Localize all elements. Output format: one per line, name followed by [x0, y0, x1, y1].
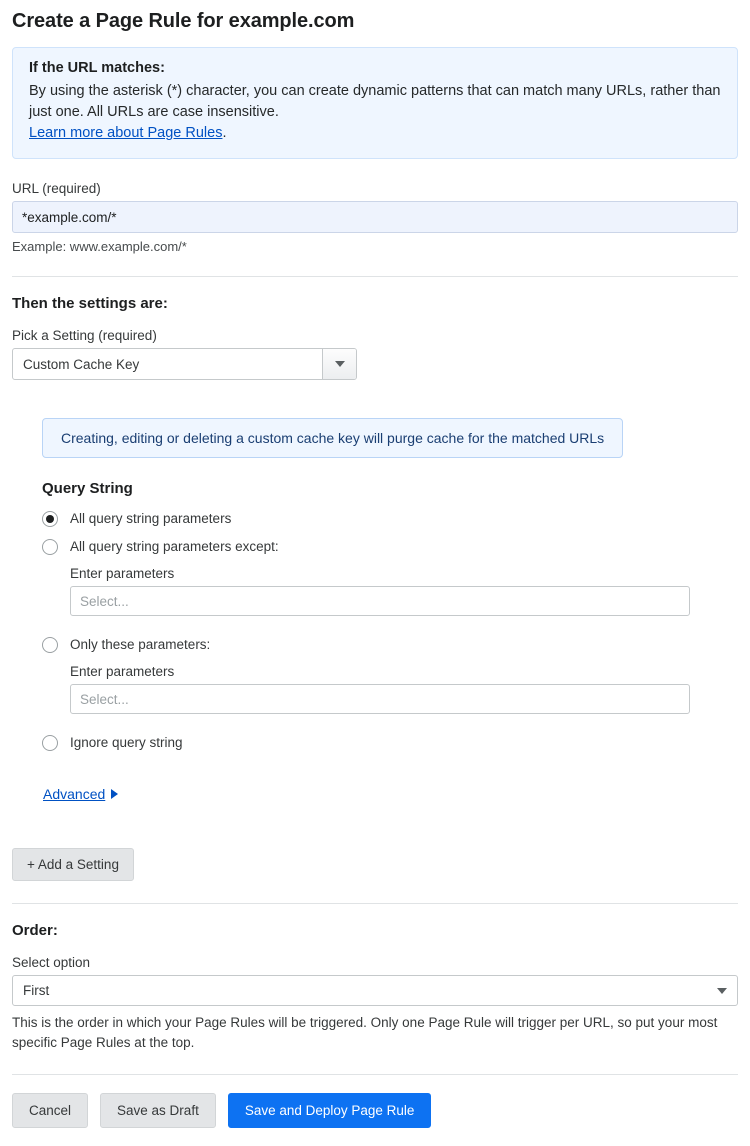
pick-setting-label: Pick a Setting (required): [12, 328, 157, 344]
radio-label-all-except: All query string parameters except:: [70, 539, 279, 555]
query-string-title: Query String: [42, 480, 133, 498]
pick-setting-row: [12, 348, 738, 380]
chevron-down-icon-order: [717, 988, 727, 994]
radio-icon-ignore[interactable]: [42, 735, 58, 751]
page-rule-form: [0, 10, 750, 1146]
callout-title: If the URL matches:: [29, 60, 165, 76]
order-select-label: Select option: [12, 955, 91, 971]
add-setting-button[interactable]: + Add a Setting: [12, 848, 134, 881]
url-field-hint: Example: www.example.com/*: [12, 239, 187, 255]
order-title: Order:: [12, 922, 58, 940]
order-select-value: First: [23, 983, 50, 999]
advanced-toggle[interactable]: [43, 786, 118, 802]
custom-cache-key-panel: [42, 418, 738, 802]
radio-all-except[interactable]: [42, 538, 738, 555]
radio-label-ignore: Ignore query string: [70, 735, 183, 751]
param-block-only-these: [70, 664, 738, 714]
param-label-except: Enter parameters: [70, 566, 175, 582]
param-block-except: [70, 566, 738, 616]
save-draft-button[interactable]: Save as Draft: [100, 1093, 216, 1128]
purge-cache-notice: Creating, editing or deleting a custom cache key will purge cache for the matched URLs: [42, 418, 623, 458]
divider-3: [12, 1074, 738, 1075]
page-title: Create a Page Rule for example.com: [12, 10, 355, 32]
learn-more-link[interactable]: Learn more about Page Rules: [29, 125, 223, 142]
chevron-down-icon: [322, 349, 356, 379]
radio-label-only-these: Only these parameters:: [70, 637, 211, 653]
radio-all-query-params[interactable]: [42, 510, 738, 527]
radio-label-all: All query string parameters: [70, 511, 232, 527]
pick-setting-value: Custom Cache Key: [23, 356, 140, 372]
order-hint: This is the order in which your Page Rules will be triggered. Only one Page Rule will trigger per URL, so put your most specific Page Rules at the top.: [12, 1015, 718, 1050]
radio-icon-all[interactable]: [42, 511, 58, 527]
divider-2: [12, 903, 738, 904]
radio-icon-all-except[interactable]: [42, 539, 58, 555]
param-input-except[interactable]: Select...: [70, 586, 690, 616]
url-match-callout: [12, 47, 738, 159]
order-select[interactable]: [12, 975, 738, 1006]
divider-1: [12, 276, 738, 277]
url-field-label: URL (required): [12, 181, 101, 197]
radio-icon-only-these[interactable]: [42, 637, 58, 653]
callout-text: By using the asterisk (*) character, you can create dynamic patterns that can match many URLs, rather than just one. All URLs are case insensitive.: [29, 83, 721, 121]
cancel-button[interactable]: Cancel: [12, 1093, 88, 1128]
url-input[interactable]: [12, 201, 738, 233]
chevron-right-icon: [111, 789, 118, 799]
pick-setting-select[interactable]: [12, 348, 357, 380]
radio-ignore-query-string[interactable]: [42, 734, 738, 751]
callout-body: [29, 81, 721, 144]
save-deploy-button[interactable]: Save and Deploy Page Rule: [228, 1093, 432, 1128]
param-input-only-these[interactable]: Select...: [70, 684, 690, 714]
advanced-label: Advanced: [43, 786, 106, 803]
radio-only-these[interactable]: [42, 636, 738, 653]
settings-section-title: Then the settings are:: [12, 295, 168, 313]
param-label-only-these: Enter parameters: [70, 664, 175, 680]
form-actions: [12, 1093, 738, 1146]
callout-link-suffix: .: [222, 125, 227, 142]
